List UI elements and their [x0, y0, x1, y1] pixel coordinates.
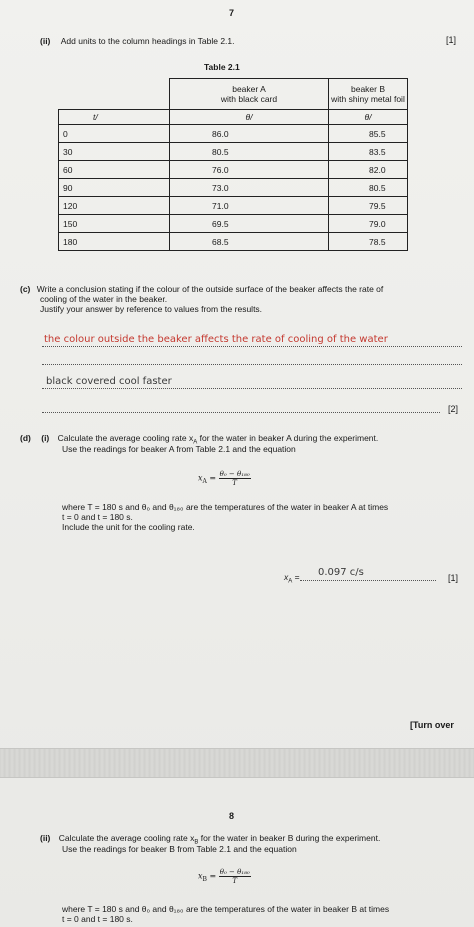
cell-beaker-a: 71.0: [170, 197, 329, 215]
where-b-line1: where T = 180 s and θ₀ and θ₁₈₀ are the temperatures of the water in beaker B at times: [62, 904, 390, 914]
question-c-label: (c): [20, 284, 31, 294]
question-ii-text: Add units to the column headings in Table 2.1.: [60, 36, 235, 46]
table-row: [59, 197, 408, 215]
table-caption: Table 2.1: [204, 62, 240, 72]
question-ii-b-label: (ii): [40, 833, 51, 843]
formula-b-equals: =: [209, 871, 217, 881]
answer-c-line2: black covered cool faster: [46, 376, 172, 387]
table-row: [59, 143, 408, 161]
cell-beaker-a: 68.5: [170, 233, 329, 251]
answer-a-symbol: x: [284, 572, 289, 582]
formula-b-fraction: [219, 868, 251, 885]
unit-time: t/: [59, 110, 170, 125]
question-c-line3: Justify your answer by reference to values from the results.: [40, 304, 263, 314]
question-c-line1: Write a conclusion stating if the colour of the outside surface of the beaker affects the rate of: [36, 284, 384, 294]
formula-b-denominator: T: [232, 877, 238, 885]
cell-beaker-b: 83.5: [329, 143, 408, 161]
table-row: [59, 179, 408, 197]
question-d-sub: (i): [41, 433, 50, 443]
answer-c-line1: the colour outside the beaker affects the rate of cooling of the water: [44, 334, 388, 345]
cell-beaker-a: 80.5: [170, 143, 329, 161]
formula-a: [198, 470, 251, 487]
answer-a-line: [300, 580, 436, 581]
header-beaker-b-line1: beaker B: [350, 84, 386, 94]
cell-beaker-b: 79.5: [329, 197, 408, 215]
question-ii-b-line1: Calculate the average cooling rate x: [58, 833, 195, 843]
cell-time: 150: [59, 215, 170, 233]
page-number-2: 8: [229, 811, 235, 821]
where-b-line2: t = 0 and t = 180 s.: [62, 914, 133, 924]
header-beaker-b-line2: with shiny metal foil: [331, 94, 405, 104]
header-beaker-a-line2: with black card: [220, 94, 278, 104]
unit-theta-b: θ/: [329, 110, 408, 125]
cell-beaker-b: 85.5: [329, 125, 408, 143]
page-divider: [0, 748, 474, 778]
turn-over: [Turn over: [410, 720, 454, 730]
answer-line: [42, 364, 462, 365]
question-ii: [40, 36, 235, 46]
question-ii-marks: [1]: [446, 35, 457, 45]
cell-time: 0: [59, 125, 170, 143]
formula-b-lhs: x: [198, 871, 203, 881]
question-d-marks: [1]: [448, 573, 459, 583]
cell-beaker-b: 82.0: [329, 161, 408, 179]
cell-beaker-a: 76.0: [170, 161, 329, 179]
formula-a-numerator: θ₀ − θ₁₈₀: [219, 470, 250, 478]
question-ii-b-line1-sub: B: [194, 839, 199, 846]
formula-a-equals: =: [209, 473, 217, 483]
where-a-line2: t = 0 and t = 180 s.: [62, 512, 133, 522]
question-d-line1-rest: for the water in beaker A during the experiment.: [197, 433, 379, 443]
table-units-row: [59, 110, 408, 125]
table-row: [59, 125, 408, 143]
formula-a-fraction: [219, 470, 251, 487]
where-a-line1: where T = 180 s and θ₀ and θ₁₈₀ are the temperatures of the water in beaker A at times: [62, 502, 389, 512]
table-header-row: [59, 79, 408, 110]
header-beaker-a: [170, 79, 329, 110]
question-ii-b-line2: Use the readings for beaker B from Table 2.1 and the equation: [62, 844, 297, 854]
header-beaker-a-line1: beaker A: [232, 84, 266, 94]
formula-a-lhs: x: [198, 473, 203, 483]
unit-instruction: Include the unit for the cooling rate.: [62, 522, 195, 532]
cell-time: 120: [59, 197, 170, 215]
header-beaker-b: [329, 79, 408, 110]
cell-beaker-a: 69.5: [170, 215, 329, 233]
question-c-line2: cooling of the water in the beaker.: [40, 294, 168, 304]
table-header-blank: [59, 79, 170, 110]
answer-line: [42, 388, 462, 389]
formula-a-denominator: T: [232, 479, 237, 487]
formula-b: [198, 868, 251, 885]
question-ii-label: (ii): [40, 36, 51, 46]
question-d-line1: Calculate the average cooling rate x: [57, 433, 194, 443]
cell-beaker-b: 80.5: [329, 179, 408, 197]
question-d-line1-sub: A: [193, 439, 198, 446]
answer-a-value: 0.097 c/s: [318, 567, 364, 578]
unit-theta-a: θ/: [170, 110, 329, 125]
cell-time: 30: [59, 143, 170, 161]
table-row: [59, 215, 408, 233]
table-2-1: [58, 78, 408, 251]
cell-time: 180: [59, 233, 170, 251]
question-c-marks: [2]: [448, 404, 459, 414]
cell-time: 90: [59, 179, 170, 197]
question-d-label: (d): [20, 433, 31, 443]
cell-time: 60: [59, 161, 170, 179]
answer-a-label: [284, 572, 300, 587]
table-row: [59, 233, 408, 251]
question-d-line2: Use the readings for beaker A from Table 2.1 and the equation: [62, 444, 296, 454]
answer-a-symbol-sub: A: [288, 578, 293, 585]
formula-b-numerator: θ₀ − θ₁₈₀: [219, 868, 250, 876]
answer-line: [42, 412, 440, 413]
question-ii-b-line1-rest: for the water in beaker B during the experiment.: [198, 833, 381, 843]
page-number: 7: [229, 8, 235, 18]
answer-line: [42, 346, 462, 347]
cell-beaker-a: 73.0: [170, 179, 329, 197]
question-c: [20, 284, 470, 294]
cell-beaker-b: 79.0: [329, 215, 408, 233]
formula-b-lhs-sub: B: [202, 876, 207, 884]
formula-a-lhs-sub: A: [202, 478, 207, 486]
cell-beaker-b: 78.5: [329, 233, 408, 251]
cell-beaker-a: 86.0: [170, 125, 329, 143]
answer-a-equals: =: [294, 572, 300, 582]
table-row: [59, 161, 408, 179]
